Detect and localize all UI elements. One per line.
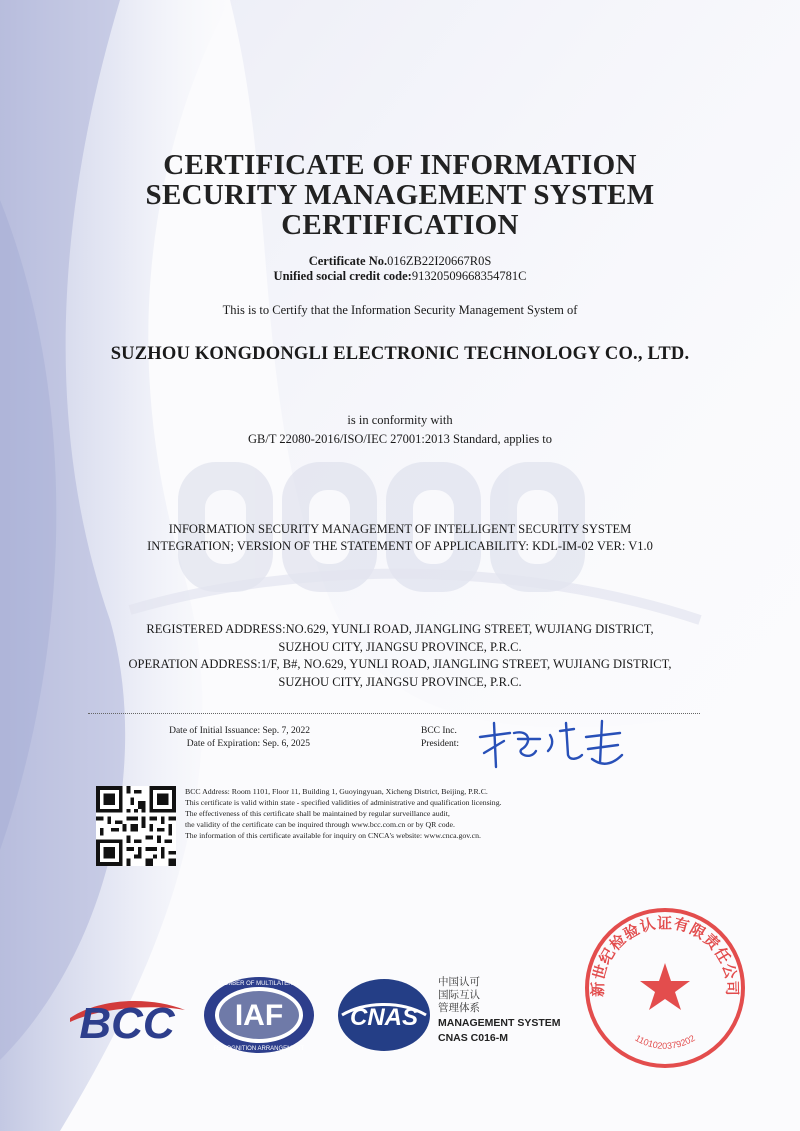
iaf-ring-top: MEMBER OF MULTILATERAL: [218, 981, 300, 987]
signatory-org: BCC Inc.: [421, 726, 457, 736]
iaf-logo-text: IAF: [234, 999, 284, 1032]
title-line-1: CERTIFICATE OF INFORMATION: [163, 149, 637, 181]
scope-line-1: INFORMATION SECURITY MANAGEMENT OF INTELLIGENT SECURITY SYSTEM: [168, 522, 632, 536]
certificate-numbers: [0, 254, 800, 284]
expiration-label: Date of Expiration:: [186, 739, 261, 749]
cnas-logo-text: CNAS: [349, 1004, 419, 1031]
bcc-logo-text: BCC: [79, 999, 175, 1043]
certificate-info: [185, 786, 605, 841]
info-line-3: The effectiveness of this certificate shall be maintained by regular surveillance audit,: [185, 809, 450, 818]
cnas-logo: [336, 975, 432, 1055]
title-line-3: CERTIFICATION: [281, 209, 519, 241]
company-seal: [582, 905, 748, 1071]
conformity-line-1: is in conformity with: [347, 413, 453, 427]
seal-ring-text: 新世纪检验认证有限责任公司: [588, 913, 742, 997]
issuance-label: Date of Initial Issuance:: [169, 726, 261, 736]
divider: [88, 713, 700, 714]
signatory-title: President:: [421, 739, 459, 749]
cnas-cn-3: 管理体系: [438, 1002, 480, 1014]
cnas-cn-1: 中国认可: [438, 976, 480, 988]
signatory-block: [421, 725, 459, 751]
expiration-date: Sep. 6, 2025: [262, 739, 310, 749]
certificate-number: 016ZB22I20667R0S: [387, 254, 492, 268]
qr-code[interactable]: [95, 786, 177, 866]
scope-line-2: INTEGRATION; VERSION OF THE STATEMENT OF APPLICABILITY: KDL-IM-02 VER: V1.0: [147, 539, 653, 553]
credit-code-label: Unified social credit code:: [273, 269, 412, 283]
registered-address-2: SUZHOU CITY, JIANGSU PROVINCE, P.R.C.: [278, 639, 522, 654]
registered-address-1: REGISTERED ADDRESS:NO.629, YUNLI ROAD, JIANGLING STREET, WUJIANG DISTRICT,: [146, 622, 654, 636]
info-line-4: the validity of the certificate can be inquired through www.bcc.com.cn or by QR code.: [185, 820, 455, 829]
title-line-2: SECURITY MANAGEMENT SYSTEM: [145, 179, 655, 211]
cnas-code: CNAS C016-M: [438, 1032, 509, 1044]
svg-text:1101020379202: [633, 1033, 696, 1051]
cnas-cn-2: 国际互认: [438, 989, 480, 1001]
iaf-logo: [202, 975, 317, 1055]
operation-address-2: SUZHOU CITY, JIANGSU PROVINCE, P.R.C.: [278, 674, 522, 689]
cnas-caption: [438, 976, 561, 1045]
president-signature: [470, 715, 640, 775]
bcc-logo: [70, 988, 185, 1043]
conformity-standard: GB/T 22080-2016/ISO/IEC 27001:2013 Standard, applies to: [248, 432, 552, 446]
company-name: SUZHOU KONGDONGLI ELECTRONIC TECHNOLOGY CO., LTD.: [110, 344, 690, 364]
credit-code: 91320509668354781C: [411, 269, 527, 283]
validity-dates: [140, 725, 310, 751]
conformity-statement: [0, 411, 800, 449]
certificate-number-label: Certificate No.: [308, 254, 388, 268]
info-line-2: This certificate is valid within state - specified validities of administrative and qualification licensing.: [185, 798, 502, 807]
iaf-ring-bottom: RECOGNITION ARRANGEMENT: [213, 1046, 305, 1052]
cnas-management-system: MANAGEMENT SYSTEM: [438, 1017, 561, 1029]
issuance-date: Sep. 7, 2022: [262, 726, 310, 736]
certificate-title: [0, 150, 800, 240]
certify-statement: This is to Certify that the Information Security Management System of: [222, 303, 578, 317]
info-line-1: BCC Address: Room 1101, Floor 11, Building 1, Guoyingyuan, Xicheng District, Beijing, P.R.C.: [185, 787, 488, 796]
seal-number: 1101020379202: [633, 1032, 697, 1051]
operation-address-1: OPERATION ADDRESS:1/F, B#, NO.629, YUNLI ROAD, JIANGLING STREET, WUJIANG DISTRICT,: [128, 657, 672, 671]
info-line-5: The information of this certificate available for inquiry on CNCA's website: www.cnca.gov.cn.: [185, 831, 481, 840]
address-block: [0, 621, 800, 691]
certification-scope: [0, 521, 800, 555]
